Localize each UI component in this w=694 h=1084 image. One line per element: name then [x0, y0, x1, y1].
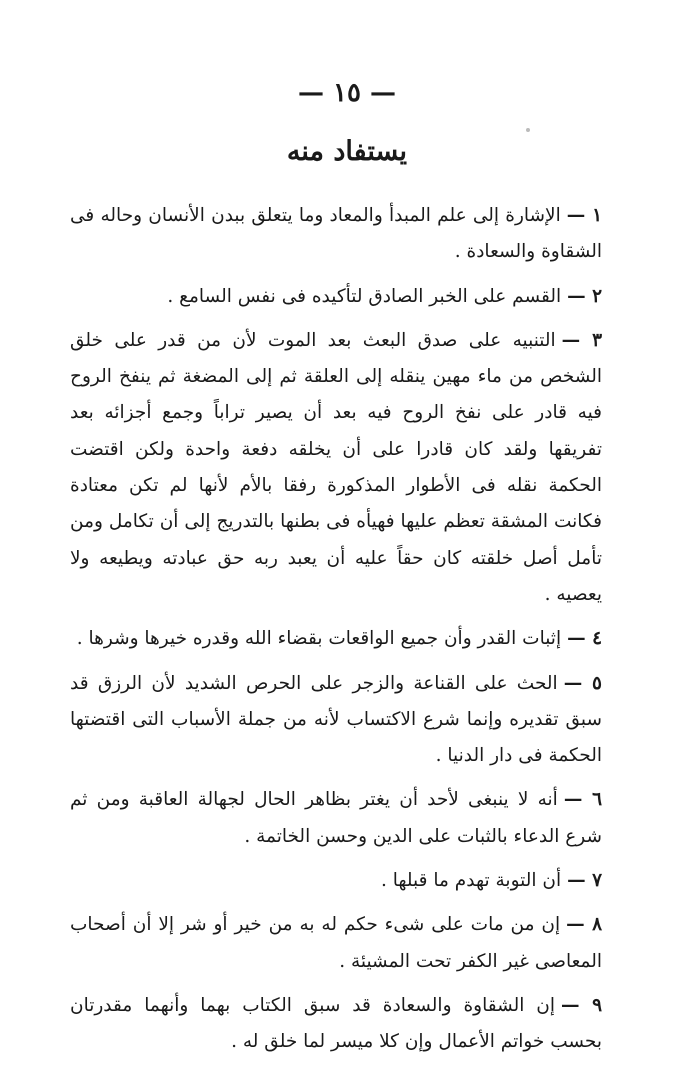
section-heading: يستفاد منه: [286, 136, 408, 167]
list-item: [70, 863, 602, 899]
item-number: ٤ —: [567, 628, 602, 650]
item-number: ٣ —: [561, 329, 602, 351]
list-item: [70, 666, 602, 775]
item-text: إن الشقاوة والسعادة قد سبق الكتاب بهما وأنهما مقدرتان بحسب خواتم الأعمال وإن كلا ميسر لما خلق له .: [70, 994, 602, 1053]
list-item: [70, 198, 602, 271]
list-item: [70, 907, 602, 980]
item-number: ٢ —: [567, 285, 602, 307]
item-text: أن التوبة تهدم ما قبلها .: [381, 870, 562, 892]
item-number: ٧ —: [567, 870, 602, 892]
list-item: [70, 323, 602, 613]
ink-speck: [526, 128, 530, 132]
item-text: القسم على الخبر الصادق لتأكيده فى نفس السامع .: [167, 285, 562, 307]
item-text: الإشارة إلى علم المبدأ والمعاد وما يتعلق ببدن الأنسان وحاله فى الشقاوة والسعادة .: [70, 205, 602, 263]
item-number: ٨ —: [566, 914, 602, 936]
item-number: ٥ —: [563, 672, 602, 694]
list-item: [70, 988, 602, 1061]
list-item: [70, 621, 602, 657]
item-text: إثبات القدر وأن جميع الواقعات بقضاء الله وقدره خيرها وشرها .: [76, 628, 562, 650]
item-text: التنبيه على صدق البعث بعد الموت لأن من قدر على خلق الشخص من ماء مهين ينقله إلى العلقة ثم إلى المضغة ثم ينفخ الروح فيه قادر على نفخ الروح فيه بعد أن يصير تراباً وجمع أجزائه بعد تفريقها ولقد كان قادرا على أن يخلقه دفعة واحدة ولكن اقتضت الحكمة نقله فى الأطوار المذكورة رفقا بالأم لأنها لم تكن معتادة فكانت المشقة تعظم عليها فهيأه فى بطنها بالتدريج إلى أن تكامل ومن تأمل أصل خلقته كان حقاً عليه أن يعبد ربه حق عبادته ويطيعه ولا يعصيه .: [70, 329, 602, 605]
numbered-list: [70, 198, 602, 1069]
item-text: أنه لا ينبغى لأحد أن يغتر بظاهر الحال لجهالة العاقبة ومن ثم شرع الدعاء بالثبات على الدين وحسن الخاتمة .: [70, 789, 602, 847]
list-item: [70, 279, 602, 315]
page-number: — ١٥ —: [297, 78, 397, 108]
item-text: إن من مات على شىء حكم له به من خير أو شر إلا أن أصحاب المعاصى غير الكفر تحت المشيئة .: [70, 914, 602, 972]
list-item: [70, 782, 602, 855]
item-text: الحث على القناعة والزجر على الحرص الشديد لأن الرزق قد سبق تقديره وإنما شرع الاكتساب لأنه من جملة الأسباب التى اقتضتها الحكمة فى دار الدنيا .: [70, 672, 602, 767]
item-number: ٦ —: [563, 789, 602, 811]
item-number: ٩ —: [561, 994, 602, 1016]
item-number: ١ —: [566, 205, 602, 226]
